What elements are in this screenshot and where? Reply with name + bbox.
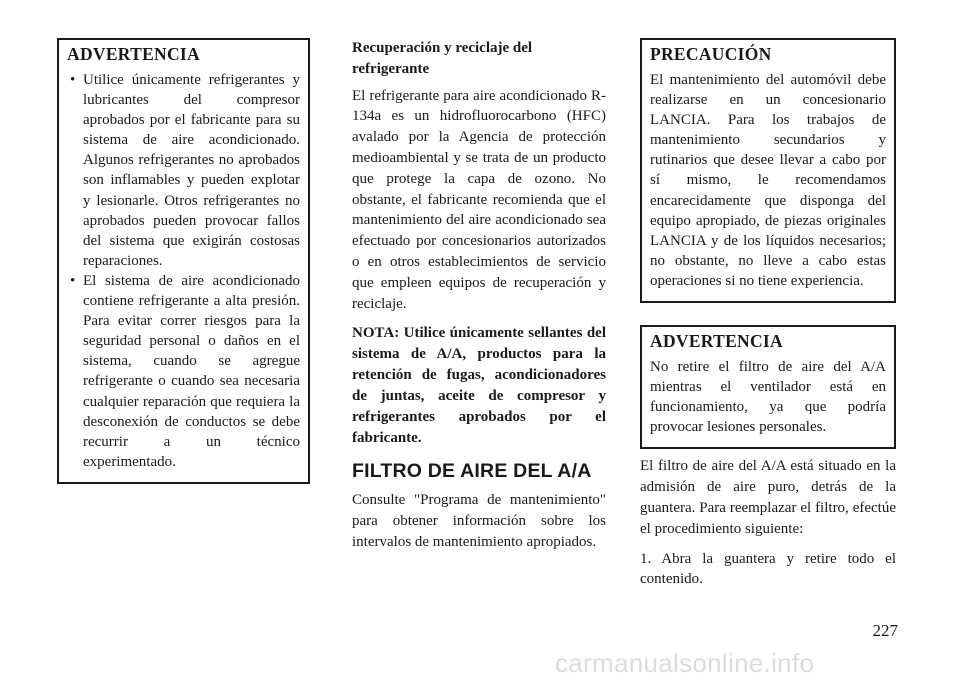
caution-title: PRECAUCIÓN xyxy=(650,44,772,64)
bullet-icon: • xyxy=(70,272,76,289)
caution-body: El mantenimiento del automóvil debe realizarse en un concesionario LANCIA. Para los trabajos de mantenimiento secundarios y rutinarios que desee llevar a cabo por sí mismo, le recomendamos encarecidamente que disponga del equipo apropiado, de piezas originales LANCIA y de los líquidos necesarios; no obstante, no lleve a cabo estas operaciones si no tiene experiencia. xyxy=(650,72,886,289)
page-number: 227 xyxy=(872,621,898,640)
warning-box-2 xyxy=(640,325,896,449)
filter-intro: Consulte "Programa de mantenimiento" para obtener información sobre los intervalos de mantenimiento apropiados. xyxy=(352,492,606,550)
filter-location-text: El filtro de aire del A/A está situado en la admisión de aire puro, detrás de la guantera. Para reemplazar el filtro, efectúe el procedimiento siguiente: xyxy=(640,458,896,537)
warning-box xyxy=(57,38,310,484)
warning-body-2: No retire el filtro de aire del A/A mientras el ventilador está en funcionamiento, ya que podría provocar lesiones personales. xyxy=(650,359,886,436)
warning-item: • El sistema de aire acondicionado contiene refrigerante a alta presión. Para evitar correr riesgos para la seguridad personal o daños en el sistema, cuando se agregue refrigerante o cuando sea necesaria cualquier reparación que requiera la desconexión de conductos se debe recurrir a un técnico experimentado. xyxy=(70,272,300,470)
middle-column xyxy=(352,38,606,553)
bullet-icon: • xyxy=(70,72,76,88)
caution-box xyxy=(640,38,896,303)
step-1: 1. Abra la guantera y retire todo el contenido. xyxy=(640,550,896,588)
right-column xyxy=(640,38,896,590)
recovery-body: El refrigerante para aire acondicionado R-134a es un hidrofluorocarbono (HFC) avalado por la Agencia de protección medioambiental y se trata de un producto que protege la capa de ozono. No obstante, el fabricante recomienda que el mantenimiento del aire acondicionado sea efectuado por concesionarios autorizados o en otros establecimientos de servicio que empleen equipos de recuperación y reciclaje. xyxy=(352,87,606,312)
warning-title: ADVERTENCIA xyxy=(67,44,200,64)
warning-item: • Utilice únicamente refrigerantes y lubricantes del compresor aprobados por el fabricante para su sistema de aire acondicionado. Algunos refrigerantes no aprobados son inflamables y pueden explotar y lesionarle. Otros refrigerantes no aprobados pueden provocar fallos del sistema que exigirán costosas reparaciones. xyxy=(70,72,300,269)
section-title: FILTRO DE AIRE DEL A/A xyxy=(352,460,592,483)
watermark: carmanualsonline.info xyxy=(555,648,815,678)
note-text: NOTA: Utilice únicamente sellantes del sistema de A/A, productos para la retención de fugas, acondicionadores de juntas, aceite de compresor y refrigerantes aprobados por el fabricante. xyxy=(352,325,606,447)
left-column xyxy=(57,38,310,484)
warning-title-2: ADVERTENCIA xyxy=(650,331,783,352)
warning-list xyxy=(67,70,300,472)
recovery-heading: Recuperación y reciclaje del refrigerante xyxy=(352,40,533,77)
